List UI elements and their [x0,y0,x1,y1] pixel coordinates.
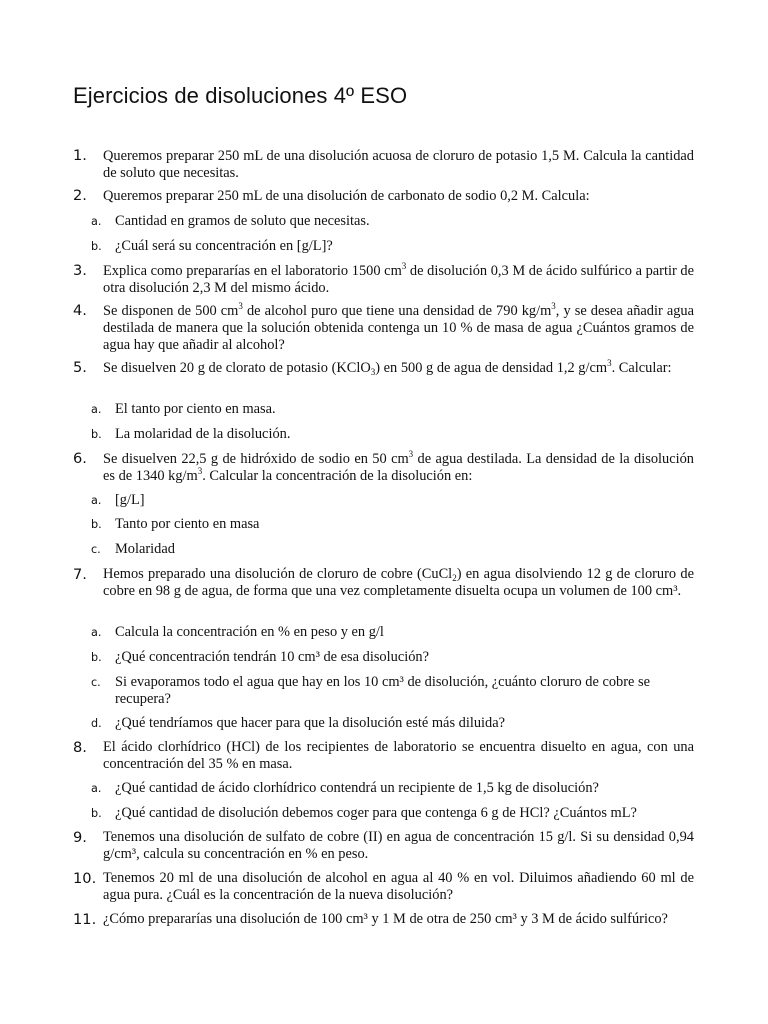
exercise-number: 2. [73,187,87,204]
page-title: Ejercicios de disoluciones 4º ESO [73,83,408,108]
exercise-number: 1. [73,147,87,164]
sub-item-letter: b. [91,807,102,820]
exercise-text: Explica como prepararías en el laboratorio 1500 $cm^3$ de disolución 0,3 M de ácido sulfúrico a partir de otra disolución 2,3 M del mismo ácido. [103,261,694,297]
sub-item-text: ¿Qué cantidad de ácido clorhídrico contendrá un recipiente de 1,5 kg de disolución? [115,780,599,796]
sub-item-text: ¿Cuál será su concentración en [g/L]? [115,238,333,254]
exercise-text: Queremos preparar 250 mL de una disolución de carbonato de sodio 0,2 M. Calcula: [103,188,590,204]
sub-item-text: ¿Qué concentración tendrán 10 cm³ de esa disolución? [115,649,429,665]
sub-item-letter: a. [91,494,102,507]
exercise-number: 4. [73,302,87,319]
sub-item-text: La molaridad de la disolución. [115,426,291,442]
exercise-number: 5. [73,359,87,376]
sub-item-letter: b. [91,651,102,664]
sub-item-letter: b. [91,240,102,253]
exercise-text: ¿Cómo prepararías una disolución de 100 cm³ y 1 M de otra de 250 cm³ y 3 M de ácido sulfúrico? [103,911,668,927]
exercise-text: Se disponen de 500 $cm^3$ de alcohol puro que tiene una densidad de 790 $kg/m^3$, y se desea añadir agua destilada de manera que la solución obtenida contenga un 10 % de masa de agua ¿Cuántos gramos de agua hay que añadir al alcohol? [103,301,694,354]
exercise-text: Hemos preparado una disolución de cloruro de cobre (CuCl$_2$) en agua disolviendo 12 g de cloruro de cobre en 98 g de agua, de forma que una vez completamente disuelta ocupa un volumen de 100 cm³. [103,566,694,600]
sub-item-letter: b. [91,518,102,531]
exercise-text: El ácido clorhídrico (HCl) de los recipientes de laboratorio se encuentra disuelto en agua, con una concentración del 35 % en masa. [103,739,694,773]
exercise-number: 8. [73,739,87,756]
sub-item-letter: a. [91,403,102,416]
sub-item-text: El tanto por ciento en masa. [115,401,276,417]
sub-item-text: ¿Qué cantidad de disolución debemos coger para que contenga 6 g de HCl? ¿Cuántos mL? [115,805,637,821]
sub-item-text: Tanto por ciento en masa [115,516,260,532]
sub-item-text: ¿Qué tendríamos que hacer para que la disolución esté más diluida? [115,715,506,731]
sub-item-text: [g/L] [115,492,145,508]
exercise-text: Queremos preparar 250 mL de una disolución acuosa de cloruro de potasio 1,5 M. Calcula la cantidad de soluto que necesitas. [103,148,694,182]
sub-item-text: Si evaporamos todo el agua que hay en los 10 cm³ de disolución, ¿cuánto cloruro de cobre se recupera? [115,674,651,708]
sub-item-text: Molaridad [115,541,175,557]
sub-item-letter: a. [91,215,102,228]
sub-item-text: Cantidad en gramos de soluto que necesitas. [115,213,370,229]
exercise-number: 11. [73,911,97,928]
exercise-text: Se disuelven 20 g de clorato de potasio (KClO$_3$) en 500 g de agua de densidad 1,2 $g/cm^3$. Calcular: [103,358,672,377]
sub-item-letter: a. [91,626,102,639]
exercise-text: Se disuelven 22,5 g de hidróxido de sodio en 50 $cm^3$ de agua destilada. La densidad de la disolución es de 1340 $kg/m^3$. Calcular la concentración de la disolución en: [103,449,694,485]
sub-item-text: Calcula la concentración en % en peso y en g/l [115,624,384,640]
exercise-text: Tenemos 20 ml de una disolución de alcohol en agua al 40 % en vol. Diluimos añadiendo 60 ml de agua pura. ¿Cuál es la concentración de la nueva disolución? [103,870,694,904]
exercise-text: Tenemos una disolución de sulfato de cobre (II) en agua de concentración 15 g/l. Si su densidad 0,94 g/cm³, calcula su concentración en % en peso. [103,829,694,863]
exercise-number: 9. [73,829,87,846]
exercise-number: 6. [73,450,87,467]
sub-item-letter: c. [91,543,101,556]
sub-item-letter: b. [91,428,102,441]
exercise-number: 3. [73,262,87,279]
sub-item-letter: d. [91,717,102,730]
exercise-number: 7. [73,566,87,583]
sub-item-letter: a. [91,782,102,795]
exercise-number: 10. [73,870,97,887]
sub-item-letter: c. [91,676,101,689]
